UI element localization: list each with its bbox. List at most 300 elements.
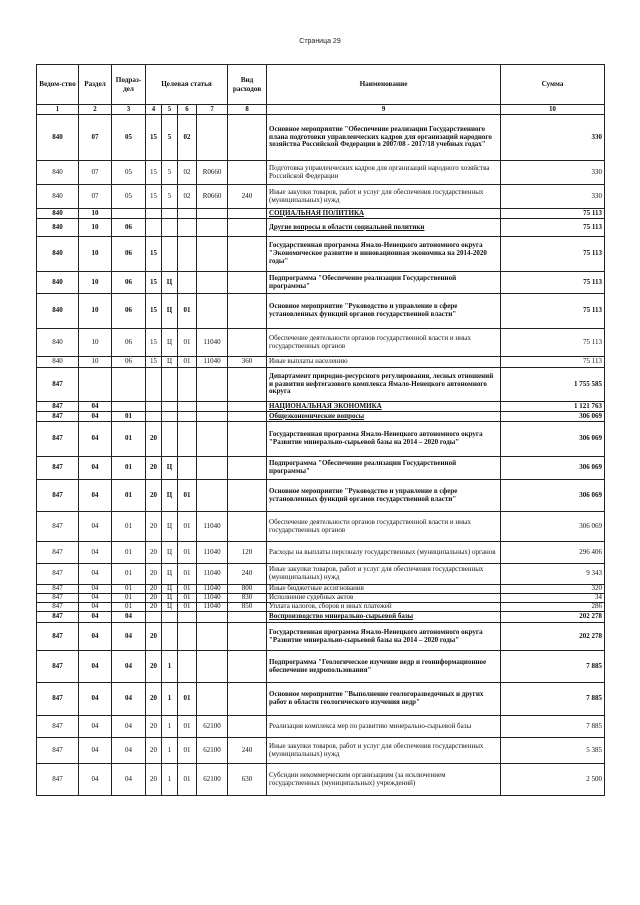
subsection-cell: 04 <box>112 612 146 623</box>
table-row <box>37 219 605 237</box>
target-part2-cell <box>162 402 178 412</box>
target-part3-cell <box>178 422 197 457</box>
dept-cell: 840 <box>37 219 79 237</box>
target-part2-cell <box>162 237 178 272</box>
target-part1-cell: 20 <box>146 585 162 594</box>
dept-cell: 847 <box>37 716 79 738</box>
target-code-cell: 62100 <box>197 764 228 796</box>
target-part3-cell: 02 <box>178 115 197 161</box>
section-cell: 04 <box>79 612 112 623</box>
target-part2-cell <box>162 219 178 237</box>
sum-cell: 320 <box>501 585 605 594</box>
name-cell: Подпрограмма "Обеспечение реализации Государственной программы" <box>267 272 501 294</box>
name-cell: Государственная программа Ямало-Ненецкого автономного округа "Развитие минерально-сырьевой базы на 2014 – 2020 годы" <box>267 623 501 651</box>
table-row <box>37 237 605 272</box>
target-part1-cell: 20 <box>146 512 162 542</box>
expense-type-cell <box>228 623 267 651</box>
name-cell: Уплата налогов, сборов и иных платежей <box>267 603 501 612</box>
subsection-cell <box>112 402 146 412</box>
dept-cell: 847 <box>37 603 79 612</box>
expense-type-cell <box>228 161 267 185</box>
subsection-cell: 04 <box>112 716 146 738</box>
subsection-cell: 01 <box>112 585 146 594</box>
target-part1-cell: 20 <box>146 480 162 512</box>
target-part1-cell: 15 <box>146 115 162 161</box>
subsection-cell: 01 <box>112 422 146 457</box>
target-part1-cell: 20 <box>146 683 162 716</box>
table-row <box>37 457 605 480</box>
section-cell: 10 <box>79 237 112 272</box>
sum-cell: 330 <box>501 161 605 185</box>
subsection-cell: 04 <box>112 738 146 764</box>
sum-cell: 5 385 <box>501 738 605 764</box>
expense-type-cell <box>228 237 267 272</box>
expense-type-cell <box>228 683 267 716</box>
sum-cell: 202 278 <box>501 623 605 651</box>
target-part2-cell: Ц <box>162 603 178 612</box>
target-part3-cell: 01 <box>178 585 197 594</box>
table-row <box>37 402 605 412</box>
expense-type-cell: 630 <box>228 764 267 796</box>
name-cell: Общеэкономические вопросы <box>267 412 501 422</box>
expense-type-cell <box>228 612 267 623</box>
col-num: 2 <box>79 105 112 115</box>
expense-type-cell <box>228 368 267 402</box>
col-num: 7 <box>197 105 228 115</box>
expense-type-cell <box>228 272 267 294</box>
table-row <box>37 422 605 457</box>
target-code-cell: R0660 <box>197 161 228 185</box>
target-part1-cell: 20 <box>146 623 162 651</box>
sum-cell: 7 885 <box>501 716 605 738</box>
target-part3-cell <box>178 612 197 623</box>
sum-cell: 1 755 585 <box>501 368 605 402</box>
target-code-cell <box>197 422 228 457</box>
name-cell: Расходы на выплаты персоналу государственных (муниципальных) органов <box>267 542 501 564</box>
target-code-cell <box>197 683 228 716</box>
target-part2-cell: Ц <box>162 512 178 542</box>
target-part2-cell: Ц <box>162 480 178 512</box>
sum-cell: 306 069 <box>501 480 605 512</box>
sum-cell: 75 113 <box>501 237 605 272</box>
expense-type-cell <box>228 480 267 512</box>
section-cell: 10 <box>79 294 112 329</box>
name-cell: Обеспечение деятельности органов государственной власти и иных государственных органов <box>267 512 501 542</box>
target-part3-cell <box>178 651 197 683</box>
target-part3-cell: 01 <box>178 542 197 564</box>
dept-cell: 847 <box>37 457 79 480</box>
target-part1-cell: 20 <box>146 764 162 796</box>
sum-cell: 286 <box>501 603 605 612</box>
target-part2-cell: Ц <box>162 294 178 329</box>
section-cell: 10 <box>79 357 112 368</box>
section-cell: 04 <box>79 651 112 683</box>
target-code-cell <box>197 115 228 161</box>
target-part2-cell: Ц <box>162 594 178 603</box>
section-cell: 04 <box>79 764 112 796</box>
table-row <box>37 564 605 585</box>
subsection-cell: 01 <box>112 412 146 422</box>
target-part1-cell: 20 <box>146 457 162 480</box>
expense-type-cell: 800 <box>228 585 267 594</box>
target-part1-cell: 20 <box>146 603 162 612</box>
expense-type-cell <box>228 294 267 329</box>
target-code-cell: 11040 <box>197 564 228 585</box>
col-num: 10 <box>501 105 605 115</box>
dept-cell: 847 <box>37 542 79 564</box>
sum-cell: 75 113 <box>501 272 605 294</box>
header-name: Наименование <box>267 65 501 105</box>
target-part2-cell: 1 <box>162 764 178 796</box>
target-code-cell: 11040 <box>197 603 228 612</box>
target-code-cell <box>197 402 228 412</box>
target-part2-cell: Ц <box>162 564 178 585</box>
table-row <box>37 329 605 357</box>
table-row <box>37 716 605 738</box>
target-part2-cell: Ц <box>162 585 178 594</box>
target-part3-cell <box>178 237 197 272</box>
target-code-cell <box>197 651 228 683</box>
subsection-cell: 06 <box>112 237 146 272</box>
name-cell: Основное мероприятие "Руководство и управление в сфере установленных функций органов государственной власти" <box>267 480 501 512</box>
target-code-cell: 11040 <box>197 542 228 564</box>
target-part3-cell: 02 <box>178 161 197 185</box>
sum-cell: 2 500 <box>501 764 605 796</box>
name-cell: Исполнение судебных актов <box>267 594 501 603</box>
target-part1-cell: 15 <box>146 185 162 209</box>
target-part1-cell: 20 <box>146 594 162 603</box>
name-cell: Иные закупки товаров, работ и услуг для обеспечения государственных (муниципальных) нужд <box>267 564 501 585</box>
name-cell: Иные закупки товаров, работ и услуг для обеспечения государственных (муниципальных) нужд <box>267 185 501 209</box>
target-part1-cell: 15 <box>146 272 162 294</box>
target-code-cell: 11040 <box>197 357 228 368</box>
sum-cell: 75 113 <box>501 357 605 368</box>
table-row <box>37 623 605 651</box>
table-row <box>37 542 605 564</box>
target-part2-cell: 5 <box>162 185 178 209</box>
dept-cell: 847 <box>37 651 79 683</box>
sum-cell: 7 885 <box>501 651 605 683</box>
expense-type-cell: 240 <box>228 564 267 585</box>
sum-cell: 1 121 763 <box>501 402 605 412</box>
target-part1-cell: 20 <box>146 564 162 585</box>
target-part2-cell: Ц <box>162 357 178 368</box>
subsection-cell: 04 <box>112 651 146 683</box>
subsection-cell <box>112 368 146 402</box>
table-row <box>37 357 605 368</box>
target-part1-cell: 15 <box>146 294 162 329</box>
table-row <box>37 209 605 219</box>
subsection-cell: 01 <box>112 512 146 542</box>
table-header-row <box>37 65 605 105</box>
name-cell: Подпрограмма "Обеспечение реализации Государственной программы" <box>267 457 501 480</box>
target-code-cell <box>197 272 228 294</box>
expense-type-cell: 360 <box>228 357 267 368</box>
sum-cell: 34 <box>501 594 605 603</box>
name-cell: Основное мероприятие "Выполнение геологоразведочных и других работ в области геологического изучения недр" <box>267 683 501 716</box>
dept-cell: 840 <box>37 185 79 209</box>
target-code-cell <box>197 209 228 219</box>
target-part2-cell: Ц <box>162 272 178 294</box>
dept-cell: 847 <box>37 683 79 716</box>
target-code-cell: 62100 <box>197 716 228 738</box>
target-part3-cell <box>178 368 197 402</box>
name-cell: Основное мероприятие "Обеспечение реализации Государственного плана подготовки управленческих кадров для организаций народного хозяйства Российской Федерации в 2007/08 - 2017/18 учебных годах" <box>267 115 501 161</box>
table-row <box>37 738 605 764</box>
target-code-cell <box>197 368 228 402</box>
table-body <box>37 115 605 796</box>
target-part1-cell <box>146 402 162 412</box>
subsection-cell: 01 <box>112 603 146 612</box>
name-cell: НАЦИОНАЛЬНАЯ ЭКОНОМИКА <box>267 402 501 412</box>
name-cell: Другие вопросы в области социальной политики <box>267 219 501 237</box>
dept-cell: 847 <box>37 612 79 623</box>
table-row <box>37 161 605 185</box>
target-part3-cell: 01 <box>178 564 197 585</box>
target-part1-cell: 15 <box>146 237 162 272</box>
subsection-cell: 06 <box>112 272 146 294</box>
target-part3-cell: 01 <box>178 683 197 716</box>
table-row <box>37 294 605 329</box>
subsection-cell: 05 <box>112 185 146 209</box>
target-part2-cell: Ц <box>162 329 178 357</box>
target-part3-cell: 01 <box>178 480 197 512</box>
target-part3-cell <box>178 623 197 651</box>
section-cell: 07 <box>79 115 112 161</box>
expense-type-cell <box>228 402 267 412</box>
sum-cell: 7 885 <box>501 683 605 716</box>
sum-cell: 75 113 <box>501 294 605 329</box>
dept-cell: 840 <box>37 272 79 294</box>
expense-type-cell <box>228 209 267 219</box>
subsection-cell: 05 <box>112 115 146 161</box>
col-num: 6 <box>178 105 197 115</box>
section-cell: 04 <box>79 738 112 764</box>
target-part3-cell: 01 <box>178 738 197 764</box>
sum-cell: 330 <box>501 185 605 209</box>
section-cell: 04 <box>79 402 112 412</box>
section-cell: 04 <box>79 585 112 594</box>
sum-cell: 75 113 <box>501 219 605 237</box>
target-part2-cell <box>162 412 178 422</box>
target-code-cell: 11040 <box>197 594 228 603</box>
target-code-cell: 11040 <box>197 329 228 357</box>
target-part2-cell: 1 <box>162 651 178 683</box>
target-code-cell <box>197 480 228 512</box>
name-cell: Иные выплаты населению <box>267 357 501 368</box>
dept-cell: 840 <box>37 209 79 219</box>
dept-cell: 840 <box>37 357 79 368</box>
target-part3-cell <box>178 272 197 294</box>
subsection-cell: 04 <box>112 683 146 716</box>
expense-type-cell <box>228 219 267 237</box>
header-subsection: Подраз-дел <box>112 65 146 105</box>
section-cell: 04 <box>79 422 112 457</box>
header-expense-type: Вид расходов <box>228 65 267 105</box>
col-num: 8 <box>228 105 267 115</box>
sum-cell: 75 113 <box>501 329 605 357</box>
section-cell: 10 <box>79 209 112 219</box>
subsection-cell: 06 <box>112 329 146 357</box>
target-code-cell: 62100 <box>197 738 228 764</box>
dept-cell: 840 <box>37 294 79 329</box>
subsection-cell: 01 <box>112 542 146 564</box>
section-cell: 04 <box>79 542 112 564</box>
subsection-cell: 06 <box>112 219 146 237</box>
table-row <box>37 764 605 796</box>
name-cell: Субсидии некоммерческим организациям (за исключением государственных (муниципальных) учреждений) <box>267 764 501 796</box>
target-code-cell: 11040 <box>197 512 228 542</box>
sum-cell: 296 406 <box>501 542 605 564</box>
name-cell: СОЦИАЛЬНАЯ ПОЛИТИКА <box>267 209 501 219</box>
table-row <box>37 368 605 402</box>
target-part3-cell: 01 <box>178 594 197 603</box>
section-cell: 04 <box>79 480 112 512</box>
target-part2-cell <box>162 422 178 457</box>
col-num: 5 <box>162 105 178 115</box>
target-code-cell <box>197 219 228 237</box>
name-cell: Обеспечение деятельности органов государственной власти и иных государственных органов <box>267 329 501 357</box>
table-row <box>37 512 605 542</box>
sum-cell: 306 069 <box>501 457 605 480</box>
name-cell: Государственная программа Ямало-Ненецкого автономного округа "Развитие минерально-сырьевой базы на 2014 – 2020 годы" <box>267 422 501 457</box>
header-dept: Ведом-ство <box>37 65 79 105</box>
section-cell: 10 <box>79 272 112 294</box>
page-number-label: Страница 29 <box>299 38 341 45</box>
target-part3-cell <box>178 209 197 219</box>
table-row <box>37 412 605 422</box>
expense-type-cell: 240 <box>228 185 267 209</box>
sum-cell: 202 278 <box>501 612 605 623</box>
target-part1-cell: 15 <box>146 357 162 368</box>
target-part3-cell: 01 <box>178 603 197 612</box>
target-part2-cell <box>162 623 178 651</box>
target-part3-cell: 02 <box>178 185 197 209</box>
target-part2-cell <box>162 612 178 623</box>
subsection-cell: 01 <box>112 564 146 585</box>
expense-type-cell <box>228 651 267 683</box>
header-target: Целевая статья <box>146 65 228 105</box>
target-part2-cell: 5 <box>162 115 178 161</box>
section-cell: 04 <box>79 683 112 716</box>
dept-cell: 847 <box>37 764 79 796</box>
target-part1-cell <box>146 209 162 219</box>
expense-type-cell <box>228 512 267 542</box>
expense-type-cell: 240 <box>228 738 267 764</box>
sum-cell: 306 069 <box>501 412 605 422</box>
col-num: 1 <box>37 105 79 115</box>
section-cell: 07 <box>79 161 112 185</box>
target-part1-cell <box>146 368 162 402</box>
target-part3-cell <box>178 219 197 237</box>
table-row <box>37 651 605 683</box>
table-row <box>37 480 605 512</box>
expense-type-cell <box>228 422 267 457</box>
dept-cell: 847 <box>37 623 79 651</box>
sum-cell: 306 069 <box>501 512 605 542</box>
table-row <box>37 272 605 294</box>
name-cell: Государственная программа Ямало-Ненецкого автономного округа "Экономическое развитие и инновационная экономика на 2014-2020 годы" <box>267 237 501 272</box>
subsection-cell: 06 <box>112 294 146 329</box>
sum-cell: 75 113 <box>501 209 605 219</box>
expense-type-cell: 830 <box>228 594 267 603</box>
name-cell: Иные бюджетные ассигнования <box>267 585 501 594</box>
section-cell: 10 <box>79 219 112 237</box>
name-cell: Департамент природно-ресурсного регулирования, лесных отношений и развития нефтегазового комплекса Ямало-Ненецкого автономного округа <box>267 368 501 402</box>
name-cell: Основное мероприятие "Руководство и управление в сфере установленных функций органов государственной власти" <box>267 294 501 329</box>
target-part3-cell: 01 <box>178 294 197 329</box>
target-part3-cell: 01 <box>178 329 197 357</box>
dept-cell: 847 <box>37 480 79 512</box>
expense-type-cell: 120 <box>228 542 267 564</box>
dept-cell: 840 <box>37 237 79 272</box>
target-part3-cell <box>178 412 197 422</box>
section-cell: 04 <box>79 564 112 585</box>
section-cell: 04 <box>79 716 112 738</box>
target-code-cell: R0660 <box>197 185 228 209</box>
section-cell: 10 <box>79 329 112 357</box>
name-cell: Иные закупки товаров, работ и услуг для обеспечения государственных (муниципальных) нужд <box>267 738 501 764</box>
dept-cell: 847 <box>37 368 79 402</box>
dept-cell: 847 <box>37 594 79 603</box>
dept-cell: 840 <box>37 115 79 161</box>
section-cell: 04 <box>79 457 112 480</box>
target-part3-cell: 01 <box>178 716 197 738</box>
subsection-cell: 01 <box>112 594 146 603</box>
dept-cell: 840 <box>37 161 79 185</box>
sum-cell: 330 <box>501 115 605 161</box>
col-num: 4 <box>146 105 162 115</box>
target-part2-cell <box>162 368 178 402</box>
expense-type-cell <box>228 115 267 161</box>
target-code-cell <box>197 612 228 623</box>
target-part1-cell: 20 <box>146 422 162 457</box>
target-part1-cell <box>146 612 162 623</box>
table-row <box>37 594 605 603</box>
target-part3-cell <box>178 457 197 480</box>
dept-cell: 840 <box>37 329 79 357</box>
table-row <box>37 585 605 594</box>
table-row <box>37 603 605 612</box>
expense-type-cell: 850 <box>228 603 267 612</box>
col-num: 3 <box>112 105 146 115</box>
target-part3-cell: 01 <box>178 357 197 368</box>
target-code-cell <box>197 623 228 651</box>
section-cell <box>79 368 112 402</box>
expense-type-cell <box>228 412 267 422</box>
subsection-cell: 01 <box>112 480 146 512</box>
sum-cell: 306 069 <box>501 422 605 457</box>
table-row <box>37 185 605 209</box>
section-cell: 04 <box>79 623 112 651</box>
dept-cell: 847 <box>37 564 79 585</box>
target-part1-cell: 15 <box>146 161 162 185</box>
target-part2-cell: 1 <box>162 738 178 764</box>
col-num: 9 <box>267 105 501 115</box>
dept-cell: 847 <box>37 402 79 412</box>
expense-type-cell <box>228 457 267 480</box>
target-part1-cell: 20 <box>146 542 162 564</box>
subsection-cell: 05 <box>112 161 146 185</box>
subsection-cell: 06 <box>112 357 146 368</box>
dept-cell: 847 <box>37 412 79 422</box>
target-part3-cell <box>178 402 197 412</box>
target-code-cell <box>197 237 228 272</box>
target-code-cell <box>197 412 228 422</box>
target-part2-cell: Ц <box>162 457 178 480</box>
dept-cell: 847 <box>37 585 79 594</box>
target-part1-cell: 20 <box>146 651 162 683</box>
